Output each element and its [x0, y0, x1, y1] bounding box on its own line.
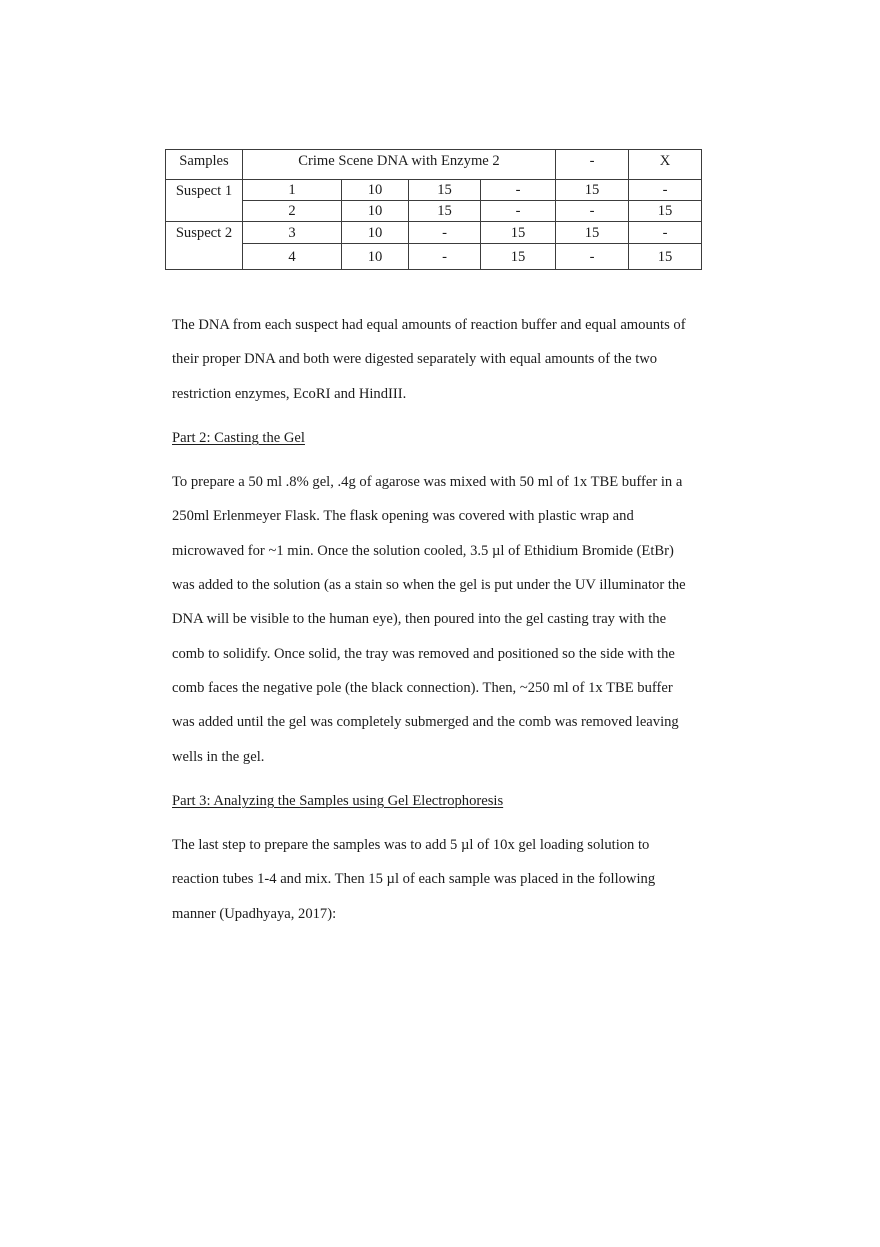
- text-line: The DNA from each suspect had equal amounts of reaction buffer and equal amounts of: [172, 317, 686, 333]
- table-cell: -: [481, 180, 556, 201]
- table-header-row: [166, 150, 702, 180]
- section-heading-part2: [172, 421, 812, 455]
- table-cell: -: [556, 244, 629, 270]
- table-header-samples: Samples: [166, 150, 243, 180]
- table-header-cell: X: [629, 150, 702, 180]
- table-cell: 15: [556, 222, 629, 244]
- table-cell: -: [629, 180, 702, 201]
- table-cell: -: [481, 201, 556, 222]
- table-row: [166, 244, 702, 270]
- paragraph-digestion: [172, 308, 812, 411]
- text-line: their proper DNA and both were digested separately with equal amounts of the two: [172, 351, 658, 368]
- section-heading-part3: [172, 784, 812, 818]
- table-cell: 15: [409, 201, 481, 222]
- table-header-cell: -: [556, 150, 629, 180]
- text-line: was added to the solution (as a stain so when the gel is put under the UV illuminator the: [172, 577, 686, 594]
- table-cell: 3: [243, 222, 342, 244]
- table-cell: 15: [556, 180, 629, 201]
- text-line: comb to solidify. Once solid, the tray was removed and positioned so the side with the: [172, 645, 675, 662]
- suspect-label: Suspect 1: [166, 180, 243, 222]
- section-heading-text: Part 3: Analyzing the Samples using Gel Electrophoresis: [172, 792, 504, 809]
- table-cell: 10: [342, 244, 409, 270]
- text-line: 250ml Erlenmeyer Flask. The flask opening was covered with plastic wrap and: [172, 508, 634, 525]
- table-cell: 15: [629, 244, 702, 270]
- samples-table: [165, 149, 702, 270]
- text-line: The last step to prepare the samples was to add 5 µl of 10x gel loading solution to: [172, 837, 650, 854]
- table-cell: 15: [409, 180, 481, 201]
- text-line: wells in the gel.: [172, 748, 265, 765]
- table-header-title: Crime Scene DNA with Enzyme 2: [243, 150, 556, 180]
- body-text: [172, 308, 812, 931]
- table-cell: 2: [243, 201, 342, 222]
- table-cell: -: [629, 222, 702, 244]
- table-row: [166, 180, 702, 201]
- paragraph-analyzing-samples: [172, 828, 812, 931]
- table-cell: 15: [481, 222, 556, 244]
- table-row: [166, 201, 702, 222]
- section-heading-text: Part 2: Casting the Gel: [172, 429, 305, 446]
- table-cell: -: [556, 201, 629, 222]
- paragraph-casting-gel: [172, 465, 812, 774]
- text-line: manner (Upadhyaya, 2017):: [172, 905, 337, 922]
- text-line: To prepare a 50 ml .8% gel, .4g of agarose was mixed with 50 ml of 1x TBE buffer in a: [172, 474, 683, 491]
- table-cell: 4: [243, 244, 342, 270]
- text-line: comb faces the negative pole (the black connection). Then, ~250 ml of 1x TBE buffer: [172, 679, 673, 696]
- text-line: restriction enzymes, EcoRI and HindIII.: [172, 385, 407, 402]
- table-cell: -: [409, 222, 481, 244]
- table-cell: 15: [629, 201, 702, 222]
- text-line: microwaved for ~1 min. Once the solution cooled, 3.5 µl of Ethidium Bromide (EtBr): [172, 542, 674, 559]
- text-line: DNA will be visible to the human eye), then poured into the gel casting tray with the: [172, 611, 667, 628]
- table-cell: 10: [342, 180, 409, 201]
- table-cell: 1: [243, 180, 342, 201]
- text-line: reaction tubes 1-4 and mix. Then 15 µl of each sample was placed in the following: [172, 871, 656, 888]
- table-cell: -: [409, 244, 481, 270]
- suspect-label: Suspect 2: [166, 222, 243, 270]
- table-cell: 10: [342, 222, 409, 244]
- table-row: [166, 222, 702, 244]
- table-cell: 10: [342, 201, 409, 222]
- text-line: was added until the gel was completely submerged and the comb was removed leaving: [172, 714, 679, 731]
- table-cell: 15: [481, 244, 556, 270]
